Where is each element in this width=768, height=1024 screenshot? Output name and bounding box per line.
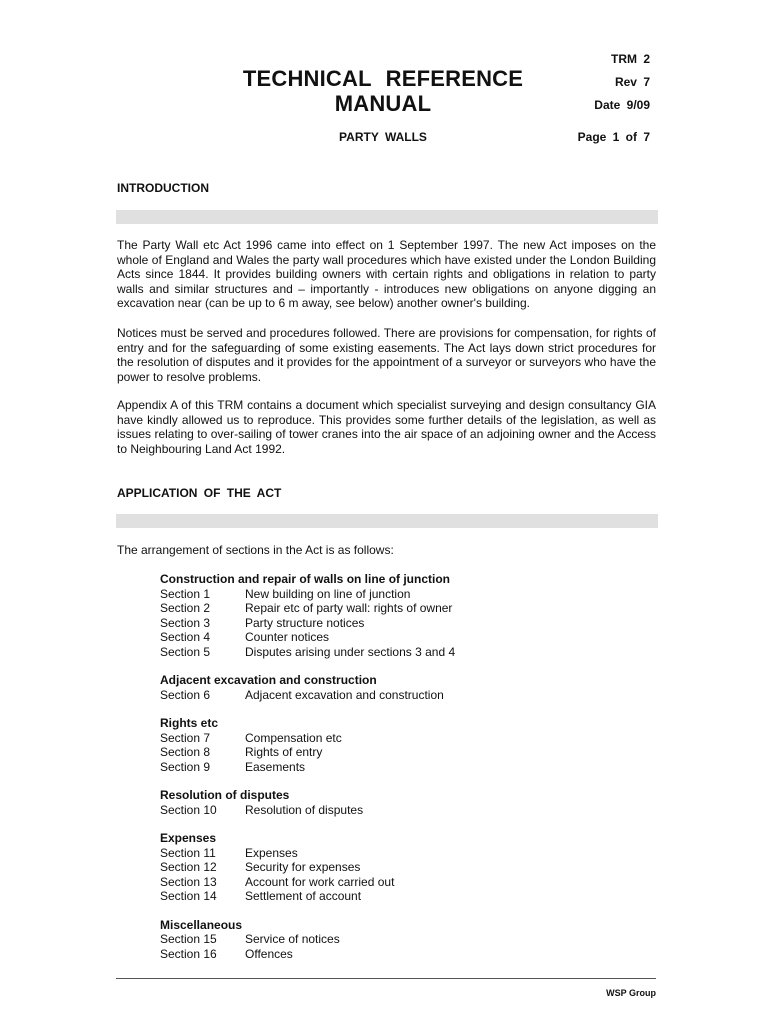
section-number: Section 16 (160, 946, 217, 961)
list-item (160, 932, 640, 947)
section-number: Section 3 (160, 615, 211, 630)
group-title: Adjacent excavation and construction (160, 673, 377, 687)
group-title: Construction and repair of walls on line of junction (160, 572, 451, 586)
intro-paragraph-3: Appendix A of this TRM contains a document which specialist surveying and design consultancy GIA have kindly allowed us to reproduce. This provides some further details of the legislation, as well as issues relating to over-sailing of tower cranes into the air space of an adjoining owner and the Access to Neighbouring Land Act 1992. (117, 398, 656, 456)
section-number: Section 9 (160, 759, 211, 774)
section-number: Section 2 (160, 601, 211, 615)
intro-paragraph-1: The Party Wall etc Act 1996 came into effect on 1 September 1997. The new Act imposes on the whole of England and Wales the party wall procedures which have existed under the London Building Acts since 1844. It provides building owners with certain rights and obligations in relation to party walls and similar structures and – importantly - introduces new obligations on anyone digging an excavation near (can be up to 6 m away, see below) another owner's building. (117, 238, 656, 311)
trm-number: TRM 2 (611, 52, 650, 66)
group-title: Expenses (160, 831, 217, 845)
document-subtitle: PARTY WALLS (339, 130, 427, 144)
sections-list (160, 572, 640, 975)
section-description: Account for work carried out (245, 874, 395, 889)
section-number: Section 15 (160, 932, 217, 946)
section-description: Settlement of account (245, 889, 362, 903)
section-group (160, 918, 640, 962)
section-description: Repair etc of party wall: rights of owner (245, 601, 453, 615)
section-description: Adjacent excavation and construction (245, 687, 444, 702)
list-item (160, 947, 640, 962)
section-group (160, 716, 640, 774)
section-number: Section 11 (160, 845, 216, 860)
footer-company: WSP Group (606, 988, 656, 998)
section-group (160, 831, 640, 904)
document-title (218, 66, 548, 116)
list-item (160, 587, 640, 602)
issue-date: Date 9/09 (594, 98, 650, 112)
section-description: Disputes arising under sections 3 and 4 (245, 644, 456, 659)
section-description: Rights of entry (245, 745, 323, 759)
list-item (160, 803, 640, 818)
footer-divider (116, 978, 656, 979)
section-description: Easements (245, 759, 306, 774)
section-description: Counter notices (245, 630, 330, 644)
group-title: Resolution of disputes (160, 788, 290, 802)
list-item (160, 630, 640, 645)
title-line-2: MANUAL (334, 91, 432, 116)
section-group (160, 673, 640, 702)
list-item (160, 745, 640, 760)
section-number: Section 13 (160, 874, 217, 889)
section-divider-bar (116, 210, 658, 224)
section-number: Section 7 (160, 730, 211, 745)
list-item (160, 616, 640, 631)
list-item (160, 846, 640, 861)
list-item (160, 875, 640, 890)
section-description: Service of notices (245, 932, 340, 946)
revision: Rev 7 (614, 75, 650, 89)
group-title: Rights etc (160, 716, 219, 730)
application-intro: The arrangement of sections in the Act is as follows: (117, 543, 394, 557)
section-description: New building on line of junction (245, 586, 411, 601)
list-item (160, 601, 640, 616)
group-title: Miscellaneous (160, 917, 243, 932)
introduction-heading: INTRODUCTION (117, 181, 209, 195)
section-number: Section 8 (160, 745, 211, 759)
list-item (160, 760, 640, 775)
section-number: Section 4 (160, 630, 211, 644)
intro-paragraph-2: Notices must be served and procedures followed. There are provisions for compensation, for rights of entry and for the safeguarding of some existing easements. The Act lays down strict procedures for the resolution of disputes and it provides for the appointment of a surveyor or surveyors who have the power to resolve problems. (117, 326, 656, 384)
title-line-1: TECHNICAL REFERENCE (242, 66, 524, 91)
section-description: Compensation etc (245, 730, 342, 745)
section-description: Security for expenses (245, 860, 361, 874)
section-description: Offences (245, 946, 293, 961)
page-number: Page 1 of 7 (577, 130, 650, 144)
section-divider-bar (116, 514, 658, 528)
section-description: Resolution of disputes (245, 802, 364, 817)
section-description: Expenses (245, 845, 298, 860)
section-group (160, 788, 640, 817)
section-group (160, 572, 640, 659)
list-item (160, 860, 640, 875)
list-item (160, 889, 640, 904)
section-number: Section 5 (160, 644, 211, 659)
section-number: Section 1 (160, 586, 211, 601)
section-description: Party structure notices (245, 615, 365, 630)
list-item (160, 731, 640, 746)
section-number: Section 10 (160, 802, 217, 817)
application-heading: APPLICATION OF THE ACT (117, 486, 282, 500)
section-number: Section 14 (160, 889, 217, 903)
list-item (160, 645, 640, 660)
section-number: Section 6 (160, 687, 211, 702)
list-item (160, 688, 640, 703)
section-number: Section 12 (160, 860, 217, 874)
